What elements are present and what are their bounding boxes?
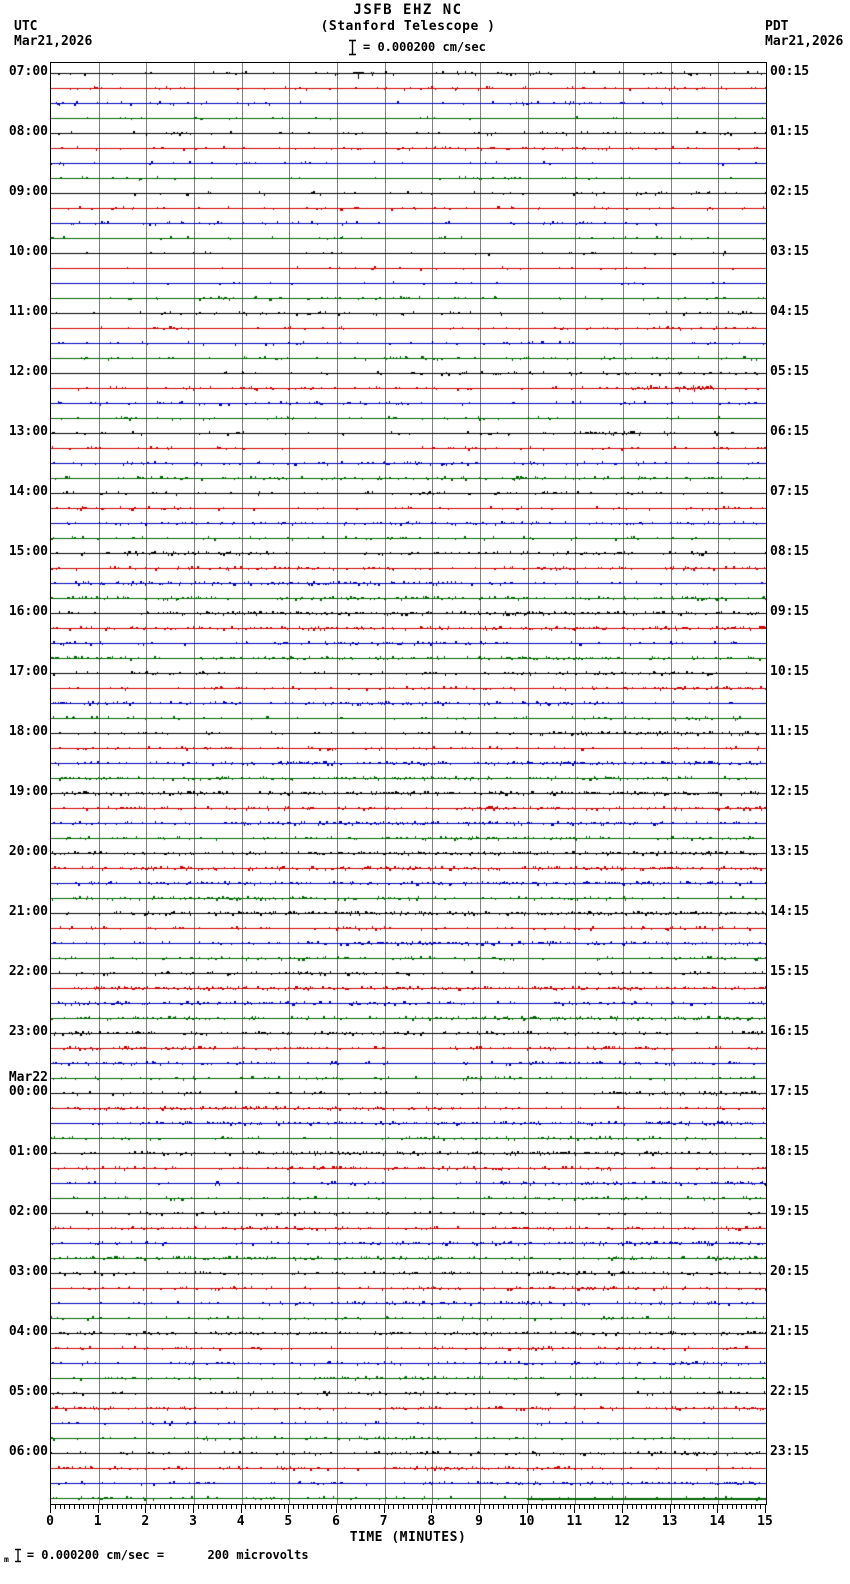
minor-tick xyxy=(207,1504,208,1509)
minor-tick xyxy=(260,1504,261,1509)
major-tick xyxy=(670,1504,671,1513)
minor-tick xyxy=(570,1504,571,1509)
x-tick-label: 0 xyxy=(46,1514,54,1529)
minor-tick xyxy=(255,1504,256,1509)
x-tick-label: 8 xyxy=(427,1514,436,1529)
utc-hour-label: 05:00 xyxy=(8,1384,48,1399)
pdt-hour-label: 02:15 xyxy=(770,184,810,199)
minor-tick xyxy=(498,1504,499,1509)
minor-tick xyxy=(250,1504,251,1509)
minor-tick xyxy=(565,1504,566,1509)
scale-footnote xyxy=(4,1546,309,1564)
minor-tick xyxy=(307,1504,308,1509)
minor-tick xyxy=(217,1504,218,1509)
seismogram-plot xyxy=(50,62,767,1505)
minor-tick xyxy=(360,1504,361,1509)
minor-tick xyxy=(741,1504,742,1509)
minor-tick xyxy=(198,1504,199,1509)
minor-tick xyxy=(713,1504,714,1509)
minor-tick xyxy=(560,1504,561,1509)
minor-tick xyxy=(612,1504,613,1509)
minor-tick xyxy=(398,1504,399,1509)
minor-tick xyxy=(646,1504,647,1509)
minor-tick xyxy=(508,1504,509,1509)
pdt-hour-label: 15:15 xyxy=(770,964,810,979)
minor-tick xyxy=(441,1504,442,1509)
pdt-hour-label: 16:15 xyxy=(770,1024,810,1039)
minor-tick xyxy=(155,1504,156,1509)
pdt-hour-label: 05:15 xyxy=(770,364,810,379)
minor-tick xyxy=(603,1504,604,1509)
minor-tick xyxy=(298,1504,299,1509)
minor-tick xyxy=(279,1504,280,1509)
minor-tick xyxy=(179,1504,180,1509)
minor-tick xyxy=(698,1504,699,1509)
minor-tick xyxy=(555,1504,556,1509)
minor-tick xyxy=(746,1504,747,1509)
minor-tick xyxy=(269,1504,270,1509)
minor-tick xyxy=(422,1504,423,1509)
pdt-hour-label: 00:15 xyxy=(770,64,810,79)
minor-tick xyxy=(188,1504,189,1509)
utc-hour-label: 11:00 xyxy=(8,304,48,319)
minor-tick xyxy=(331,1504,332,1509)
minor-tick xyxy=(593,1504,594,1509)
pdt-hour-label: 03:15 xyxy=(770,244,810,259)
x-tick-label: 13 xyxy=(661,1514,678,1529)
minor-tick xyxy=(674,1504,675,1509)
minor-tick xyxy=(755,1504,756,1509)
minor-tick xyxy=(55,1504,56,1509)
major-tick xyxy=(527,1504,528,1513)
ibeam-scale-icon xyxy=(348,39,357,56)
minor-tick xyxy=(665,1504,666,1509)
page-title: JSFB EHZ NC xyxy=(353,2,463,18)
major-tick xyxy=(336,1504,337,1513)
minor-tick xyxy=(326,1504,327,1509)
minor-tick xyxy=(617,1504,618,1509)
minor-tick xyxy=(212,1504,213,1509)
minor-tick xyxy=(465,1504,466,1509)
x-tick-label: 5 xyxy=(284,1514,293,1529)
minor-tick xyxy=(512,1504,513,1509)
utc-hour-label: 14:00 xyxy=(8,484,48,499)
utc-label: UTC xyxy=(14,19,38,34)
utc-date: Mar21,2026 xyxy=(14,34,93,49)
minor-tick xyxy=(660,1504,661,1509)
utc-hour-label: Mar22 xyxy=(8,1070,48,1085)
x-tick-label: 1 xyxy=(93,1514,102,1529)
minor-tick xyxy=(531,1504,532,1509)
minor-tick xyxy=(679,1504,680,1509)
minor-tick xyxy=(284,1504,285,1509)
x-tick-label: 9 xyxy=(475,1514,483,1529)
minor-tick xyxy=(102,1504,103,1509)
pdt-hour-label: 21:15 xyxy=(770,1324,810,1339)
minor-tick xyxy=(374,1504,375,1509)
minor-tick xyxy=(126,1504,127,1509)
minor-tick xyxy=(636,1504,637,1509)
ibeam-footnote-icon xyxy=(14,1548,22,1563)
x-tick-label: 2 xyxy=(141,1514,150,1529)
minor-tick xyxy=(684,1504,685,1509)
minor-tick xyxy=(469,1504,470,1509)
utc-hour-label: 20:00 xyxy=(8,844,48,859)
minor-tick xyxy=(455,1504,456,1509)
utc-hour-label: 04:00 xyxy=(8,1324,48,1339)
minor-tick xyxy=(274,1504,275,1509)
major-tick xyxy=(193,1504,194,1513)
minor-tick xyxy=(141,1504,142,1509)
pdt-hour-label: 22:15 xyxy=(770,1384,810,1399)
minor-tick xyxy=(579,1504,580,1509)
minor-tick xyxy=(517,1504,518,1509)
utc-hour-label: 13:00 xyxy=(8,424,48,439)
minor-tick xyxy=(412,1504,413,1509)
minor-tick xyxy=(346,1504,347,1509)
utc-hour-label: 16:00 xyxy=(8,604,48,619)
minor-tick xyxy=(112,1504,113,1509)
minor-tick xyxy=(236,1504,237,1509)
minor-tick xyxy=(484,1504,485,1509)
minor-tick xyxy=(150,1504,151,1509)
minor-tick xyxy=(708,1504,709,1509)
minor-tick xyxy=(60,1504,61,1509)
utc-hour-label: 19:00 xyxy=(8,784,48,799)
pdt-hour-label: 12:15 xyxy=(770,784,810,799)
minor-tick xyxy=(265,1504,266,1509)
pdt-hour-label: 13:15 xyxy=(770,844,810,859)
minor-tick xyxy=(493,1504,494,1509)
x-tick-label: 6 xyxy=(332,1514,340,1529)
minor-tick xyxy=(164,1504,165,1509)
minor-tick xyxy=(727,1504,728,1509)
minor-tick xyxy=(169,1504,170,1509)
minor-tick xyxy=(627,1504,628,1509)
minor-tick xyxy=(408,1504,409,1509)
pdt-hour-label: 23:15 xyxy=(770,1444,810,1459)
pdt-hour-label: 01:15 xyxy=(770,124,810,139)
major-tick xyxy=(288,1504,289,1513)
minor-tick xyxy=(393,1504,394,1509)
minor-tick xyxy=(694,1504,695,1509)
minor-tick xyxy=(226,1504,227,1509)
utc-hour-label: 22:00 xyxy=(8,964,48,979)
minor-tick xyxy=(136,1504,137,1509)
minor-tick xyxy=(536,1504,537,1509)
minor-tick xyxy=(632,1504,633,1509)
x-tick-label: 4 xyxy=(236,1514,245,1529)
pdt-hour-label: 08:15 xyxy=(770,544,810,559)
minor-tick xyxy=(88,1504,89,1509)
minor-tick xyxy=(751,1504,752,1509)
pdt-hour-label: 19:15 xyxy=(770,1204,810,1219)
x-tick-label: 7 xyxy=(379,1514,388,1529)
minor-tick xyxy=(131,1504,132,1509)
utc-hour-label: 01:00 xyxy=(8,1144,48,1159)
utc-hour-label: 07:00 xyxy=(8,64,48,79)
minor-tick xyxy=(69,1504,70,1509)
minor-tick xyxy=(174,1504,175,1509)
utc-hour-label: 18:00 xyxy=(8,724,48,739)
major-tick xyxy=(431,1504,432,1513)
utc-hour-label: 02:00 xyxy=(8,1204,48,1219)
utc-hour-label: 21:00 xyxy=(8,904,48,919)
x-tick-label: 3 xyxy=(189,1514,197,1529)
major-tick xyxy=(241,1504,242,1513)
minor-tick xyxy=(322,1504,323,1509)
major-tick xyxy=(574,1504,575,1513)
minor-tick xyxy=(369,1504,370,1509)
minor-tick xyxy=(355,1504,356,1509)
minor-tick xyxy=(222,1504,223,1509)
minor-tick xyxy=(203,1504,204,1509)
minor-tick xyxy=(312,1504,313,1509)
minor-tick xyxy=(641,1504,642,1509)
major-tick xyxy=(384,1504,385,1513)
utc-hour-label: 10:00 xyxy=(8,244,48,259)
minor-tick xyxy=(736,1504,737,1509)
pdt-date: Mar21,2026 xyxy=(765,34,844,49)
minor-tick xyxy=(183,1504,184,1509)
minor-tick xyxy=(489,1504,490,1509)
minor-tick xyxy=(655,1504,656,1509)
pdt-hour-label: 17:15 xyxy=(770,1084,810,1099)
utc-hour-label: 15:00 xyxy=(8,544,48,559)
pdt-hour-label: 09:15 xyxy=(770,604,810,619)
footnote-squiggle: m xyxy=(4,1555,9,1564)
minor-tick xyxy=(446,1504,447,1509)
minor-tick xyxy=(245,1504,246,1509)
minor-tick xyxy=(379,1504,380,1509)
minor-tick xyxy=(160,1504,161,1509)
scale-label: = 0.000200 cm/sec xyxy=(363,40,486,54)
minor-tick xyxy=(388,1504,389,1509)
minor-tick xyxy=(608,1504,609,1509)
minor-tick xyxy=(303,1504,304,1509)
minor-tick xyxy=(417,1504,418,1509)
minor-tick xyxy=(317,1504,318,1509)
major-tick xyxy=(717,1504,718,1513)
major-tick xyxy=(479,1504,480,1513)
pdt-hour-label: 04:15 xyxy=(770,304,810,319)
major-tick xyxy=(765,1504,766,1513)
minor-tick xyxy=(365,1504,366,1509)
utc-hour-label: 00:00 xyxy=(8,1084,48,1099)
pdt-hour-label: 18:15 xyxy=(770,1144,810,1159)
minor-tick xyxy=(427,1504,428,1509)
x-tick-label: 14 xyxy=(709,1514,726,1529)
pdt-header xyxy=(765,19,843,49)
minor-tick xyxy=(122,1504,123,1509)
minor-tick xyxy=(651,1504,652,1509)
major-tick xyxy=(622,1504,623,1513)
minor-tick xyxy=(93,1504,94,1509)
minor-tick xyxy=(83,1504,84,1509)
x-tick-label: 12 xyxy=(614,1514,630,1529)
footnote-text: = 0.000200 cm/sec = 200 microvolts xyxy=(26,1548,309,1562)
minor-tick xyxy=(79,1504,80,1509)
utc-header xyxy=(14,19,92,49)
minor-tick xyxy=(341,1504,342,1509)
minor-tick xyxy=(503,1504,504,1509)
minor-tick xyxy=(722,1504,723,1509)
minor-tick xyxy=(589,1504,590,1509)
major-tick xyxy=(50,1504,51,1513)
trace-canvas xyxy=(51,63,766,1504)
minor-tick xyxy=(551,1504,552,1509)
minor-tick xyxy=(689,1504,690,1509)
pdt-hour-label: 06:15 xyxy=(770,424,810,439)
minor-tick xyxy=(703,1504,704,1509)
utc-hour-label: 03:00 xyxy=(8,1264,48,1279)
minor-tick xyxy=(64,1504,65,1509)
minor-tick xyxy=(522,1504,523,1509)
minor-tick xyxy=(350,1504,351,1509)
minor-tick xyxy=(117,1504,118,1509)
pdt-hour-label: 10:15 xyxy=(770,664,810,679)
pdt-hour-label: 11:15 xyxy=(770,724,810,739)
minor-tick xyxy=(107,1504,108,1509)
minor-tick xyxy=(584,1504,585,1509)
utc-hour-label: 17:00 xyxy=(8,664,48,679)
utc-hour-label: 09:00 xyxy=(8,184,48,199)
utc-hour-label: 06:00 xyxy=(8,1444,48,1459)
minor-tick xyxy=(760,1504,761,1509)
pdt-hour-label: 20:15 xyxy=(770,1264,810,1279)
minor-tick xyxy=(293,1504,294,1509)
minor-tick xyxy=(460,1504,461,1509)
minor-tick xyxy=(732,1504,733,1509)
x-tick-label: 10 xyxy=(518,1514,535,1529)
major-tick xyxy=(98,1504,99,1513)
minor-tick xyxy=(403,1504,404,1509)
pdt-hour-label: 07:15 xyxy=(770,484,810,499)
pdt-hour-label: 14:15 xyxy=(770,904,810,919)
utc-hour-label: 12:00 xyxy=(8,364,48,379)
utc-hour-label: 23:00 xyxy=(8,1024,48,1039)
major-tick xyxy=(145,1504,146,1513)
minor-tick xyxy=(450,1504,451,1509)
x-axis-title: TIME (MINUTES) xyxy=(349,1530,467,1545)
minor-tick xyxy=(474,1504,475,1509)
minor-tick xyxy=(231,1504,232,1509)
pdt-label: PDT xyxy=(765,19,789,34)
x-tick-label: 11 xyxy=(566,1514,583,1529)
minor-tick xyxy=(436,1504,437,1509)
scale-indicator xyxy=(348,38,486,56)
minor-tick xyxy=(74,1504,75,1509)
utc-hour-label: 08:00 xyxy=(8,124,48,139)
minor-tick xyxy=(546,1504,547,1509)
minor-tick xyxy=(541,1504,542,1509)
minor-tick xyxy=(598,1504,599,1509)
x-tick-label: 15 xyxy=(757,1514,773,1529)
page-subtitle: (Stanford Telescope ) xyxy=(320,19,496,34)
